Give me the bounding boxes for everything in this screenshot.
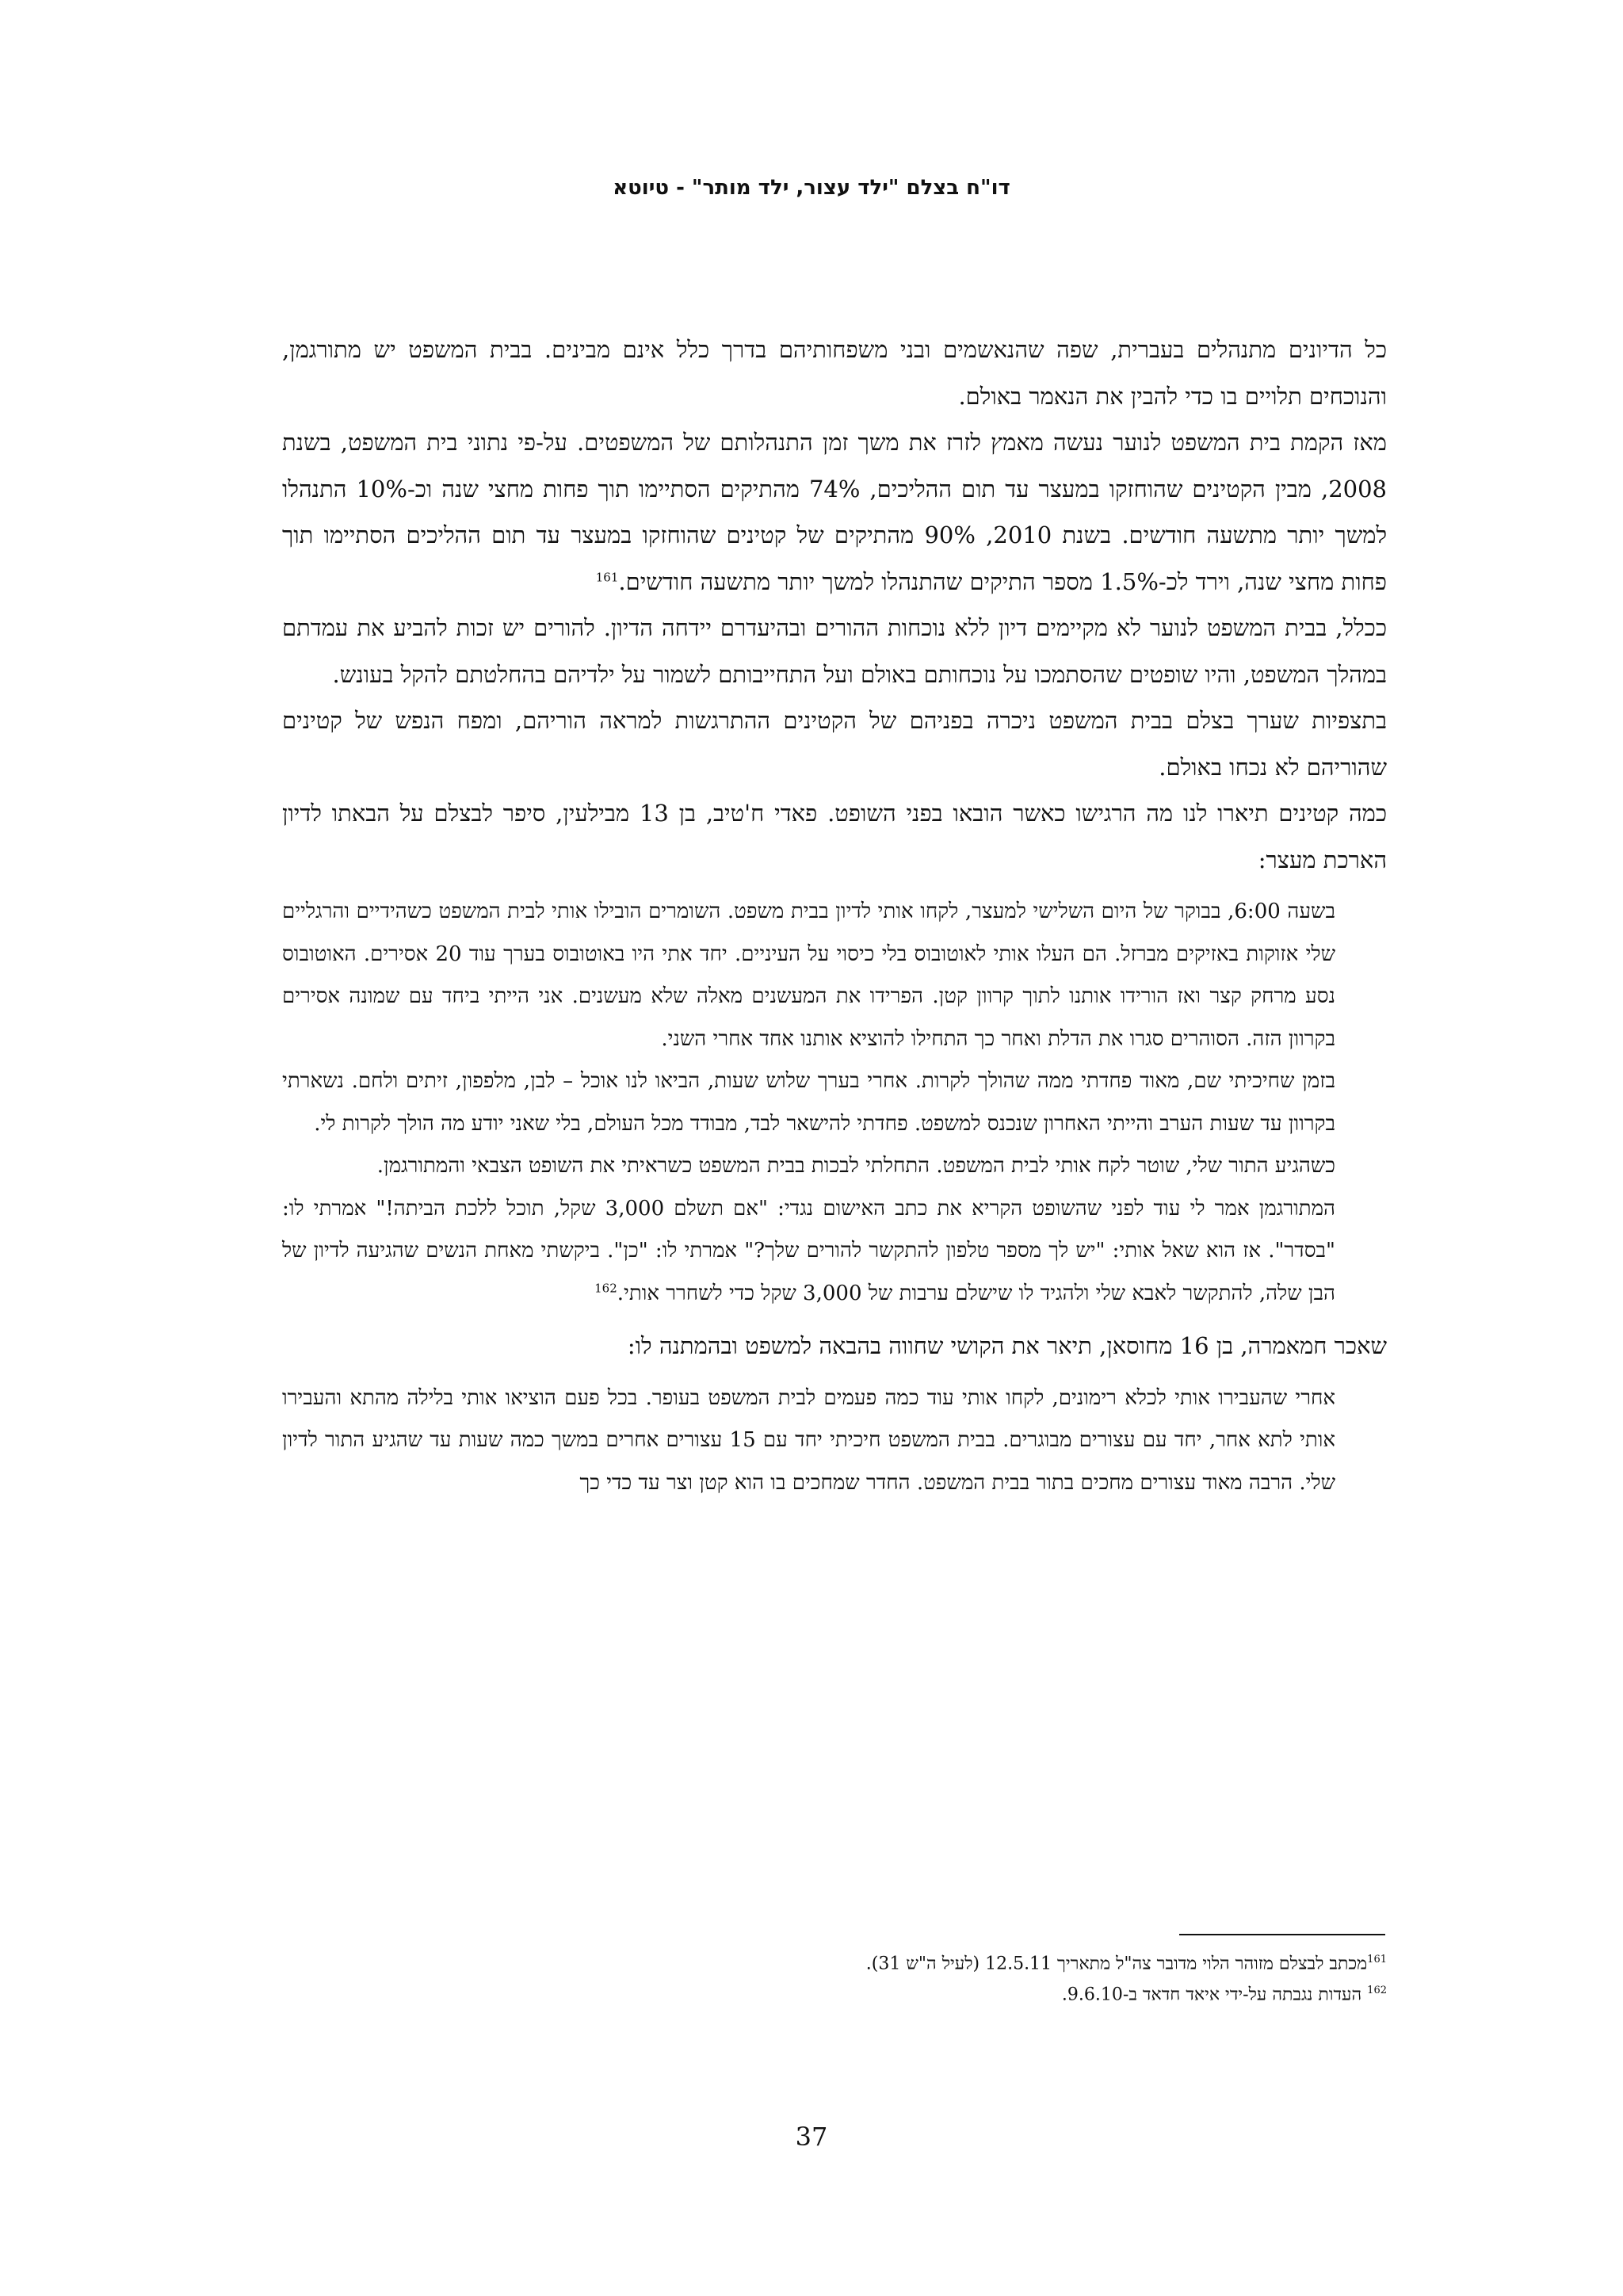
footnote-text: מכתב לבצלם מזוהר הלוי מדובר צה"ל מתאריך 12.5.11 (לעיל ה"ש 31). — [865, 1954, 1368, 1974]
testimony-quote: בזמן שחיכיתי שם, מאוד פחדתי ממה שהולך לקרות. אחרי בערך שלוש שעות, הביאו לנו אוכל – לבן, מלפפון, זיתים ולחם. נשארתי בקרוון עד שעות הערב והייתי האחרון שנכנס למשפט. פחדתי להישאר לבד, מבודד מכל העולם, בלי שאני יודע מה הולך לקרות לי. — [282, 1069, 1335, 1136]
testimony-quote: המתורגמן אמר לי עוד לפני שהשופט הקריא את כתב האישום נגדי: "אם תשלם 3,000 שקל, תוכל ללכת הביתה!" אמרתי לו: "בסדר". אז הוא שאל אותי: "יש לך מספר טלפון להתקשר להורים שלך?" אמרתי לו: "כן". ביקשתי מאחת הנשים שהגיעה לדיון של הבן שלה, להתקשר לאבא שלי ולהגיד לו שישלם ערבות של 3,000 שקל כדי לשחרר אותי.$^{162}$ — [282, 1196, 1336, 1305]
paragraph: שאכר חמאמרה, בן 16 מחוסאן, תיאר את הקושי שחווה בהבאה למשפט ובהמתנה לו: — [627, 1332, 1387, 1359]
footnotes — [282, 1946, 1387, 2009]
testimony-quote: בשעה 6:00, בבוקר של היום השלישי למעצר, לקחו אותי לדיון בבית משפט. השומרים הובילו אותי לבית המשפט כשהידיים והרגליים שלי אזוקות באזיקים מברזל. הם העלו אותי לאוטובוס בלי כיסוי על העיניים. יחד אתי היו באוטובוס בערך עוד 20 אסירים. האוטובוס נסע מרחק קצר ואז הורידו אותנו לתוך קרוון קטן. הפרידו את המעשנים מאלה שלא מעשנים. אני הייתי ביחד עם שמונה אסירים בקרוון הזה. הסוהרים סגרו את הדלת ואחר כך התחילו להוציא אותנו אחד אחרי השני. — [282, 900, 1336, 1051]
footnote-separator — [1179, 1934, 1385, 1935]
paragraph: ככלל, בבית המשפט לנוער לא מקיימים דיון ללא נוכחות ההורים ובהיעדרם יידחה הדיון. להורים יש זכות להביע את עמדתם במהלך המשפט, והיו שופטים שהסתמכו על נוכחותם באולם ועל התחייבותם לשמור על ילדיהם בהחלטתם להקל בעונש. — [282, 614, 1387, 688]
paragraph: כל הדיונים מתנהלים בעברית, שפה שהנאשמים ובני משפחותיהם בדרך כלל אינם מבינים. בבית המשפט יש מתורגמן, והנוכחים תלויים בו כדי להבין את הנאמר באולם. — [282, 336, 1387, 410]
testimony-quote: אחרי שהעבירו אותי לכלא רימונים, לקחו אותי עוד כמה פעמים לבית המשפט בעופר. בכל פעם הוציאו אותי בלילה מהתא והעבירו אותי לתא אחר, יחד עם עצורים מבוגרים. בבית המשפט חיכיתי יחד עם 15 עצורים אחרים במשך כמה שעות עד שהגיע התור לדיון שלי. הרבה מאוד עצורים מחכים בתור בבית המשפט. החדר שמחכים בו הוא קטן וצר עד כדי כך — [282, 1385, 1335, 1495]
footnote — [282, 1946, 1387, 1977]
paragraph: מאז הקמת בית המשפט לנוער נעשה מאמץ לזרז את משך זמן התנהלותם של המשפטים. על-פי נתוני בית המשפט, בשנת 2008, מבין הקטינים שהוחזקו במעצר עד תום ההליכים, 74% מהתיקים הסתיימו תוך פחות מחצי שנה וכ-10% התנהלו למשך יותר מתשעה חודשים. בשנת 2010, 90% מהתיקים של קטינים שהוחזקו במעצר עד תום ההליכים הסתיימו תוך פחות מחצי שנה, וירד לכ-1.5% מספר התיקים שהתנהלו למשך יותר מתשעה חודשים.$^{161}$ — [282, 429, 1388, 595]
page-number: 37 — [795, 2122, 828, 2152]
page-header: דו"ח בצלם "ילד עצור, ילד מותר" - טיוטא — [613, 176, 1010, 200]
footnote-ref: 161 — [595, 569, 619, 584]
footnote — [282, 1977, 1387, 2008]
footnote-ref: 162 — [594, 1280, 617, 1295]
body-text — [282, 327, 1387, 1504]
paragraph: כמה קטינים תיארו לנו מה הרגישו כאשר הובאו בפני השופט. פאדי ח'טיב, בן 13 מבילעין, סיפר לבצלם על הבאתו לדיון הארכת מעצר: — [282, 800, 1387, 873]
testimony-quote: כשהגיע התור שלי, שוטר לקח אותי לבית המשפט. התחלתי לבכות בבית המשפט כשראיתי את השופט הצבאי והמתורגמן. — [376, 1154, 1335, 1178]
paragraph: בתצפיות שערך בצלם בבית המשפט ניכרה בפניהם של הקטינים ההתרגשות למראה הוריהם, ומפח הנפש של קטינים שהוריהם לא נכחו באולם. — [282, 707, 1387, 781]
footnote-number: 161 — [1367, 1954, 1387, 1966]
footnote-number: 162 — [1367, 1985, 1387, 1997]
footnote-text: העדות נגבתה על-ידי איאד חדאד ב-9.6.10. — [1061, 1985, 1362, 2005]
